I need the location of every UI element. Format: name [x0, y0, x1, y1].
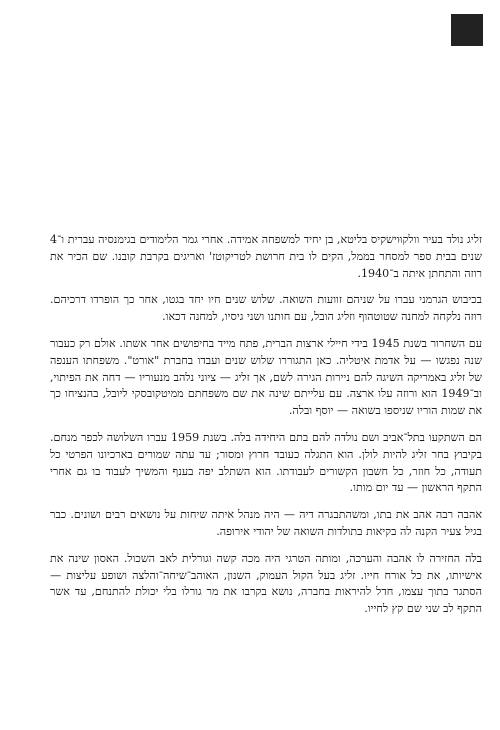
paragraph-liberation: עם השחרור בשנת 1945 בידי חיילי ארצות הברית, פתח מייד בחיפושים אחר אשתו. אולם רק כעבור שנה נפגשו — על אדמת איטליה. כאן התגוררו שלוש שנים ועבדו בחברת "אורט". משפחתו הענפה של זליג באמריקה השיגה להם ניירות הגירה לשם, אך זליג — ציוני נלהב מנעוריו — דחה את הפיתוי, וב־1949 הוא ורוזה עלו ארצה. עם עלייתם שינה את שם משפחתם ממיטקובסקי ליובל, בהנציחו כך את שמות הוריו שניספו בשואה — יוסף ובלה. — [50, 336, 482, 418]
paragraph-daughter: אהבה רבה אהב את בתו, ומשהתבגרה דיה — היה מנהל איתה שיחות על נושאים רבים ושונים. כבר בגיל צעיר הקנה לה בקיאות בתולדות השואה של יהודי אירופה. — [50, 508, 482, 538]
memorial-text — [50, 232, 482, 618]
paragraph-early-life: זליג נולד בעיר וולקוּוישקיס בליטא, בן יחיד למשפחה אמידה. אחרי גמר הלימודים בגימנסיה עברית ו־4 שנים בבית ספר למסחר בממל, הקים לו בית חרושת לטריקוטז' ואריגים בקרבת קובנו. שם הכיר את רוזה והתחתן איתה ב־1940. — [50, 233, 482, 280]
paragraph-kibbutz: הם השתקעו בתל־אביב ושם נולדה להם בתם היחידה בלה. בשנת 1959 עברו השלושה לכפר מנחם. בקיבוץ בחר זליג להיות לולן. הוא התגלה כעובד חרוץ ומסור; עד עתה שמורים בארכיונו הפרטי כל תעודה, כל חוזר, כל חשבון הקשורים לעבודתו. הוא השתלב יפה בענף והמשיך לעבוד בו גם אחרי התקף הראשון — עד יום מותו. — [50, 430, 482, 495]
corner-marker — [451, 14, 483, 46]
paragraph-loss: בלה החזירה לו אהבה והערכה, ומותה הטרגי היה מכה קשה וגורלית לאב השכול. האסון שינה את אישיותו, את כל אורח חייו. זליג בעל הקול העמוק, השנון, האוהב־שיחה־והלצה ושופע עליצות — הסתגר בתוך עצמו, חדל להיראות בחברה, נושא בקרבו את מר גורלו בלי יכולת להתנחם, עד אשר התקף לב שני שם קץ לחייו. — [50, 551, 482, 616]
paragraph-holocaust: בכיבוש הגרמני עברו על שניהם זוועות השואה. שלוש שנים חיו יחד בגטו, אחר כך הופרדו דרכיהם. רוזה נלקחה למחנה שטוטהוף וזליג הובל, עם חותנו ושני גיסיו, למחנה דכאו. — [50, 293, 482, 324]
